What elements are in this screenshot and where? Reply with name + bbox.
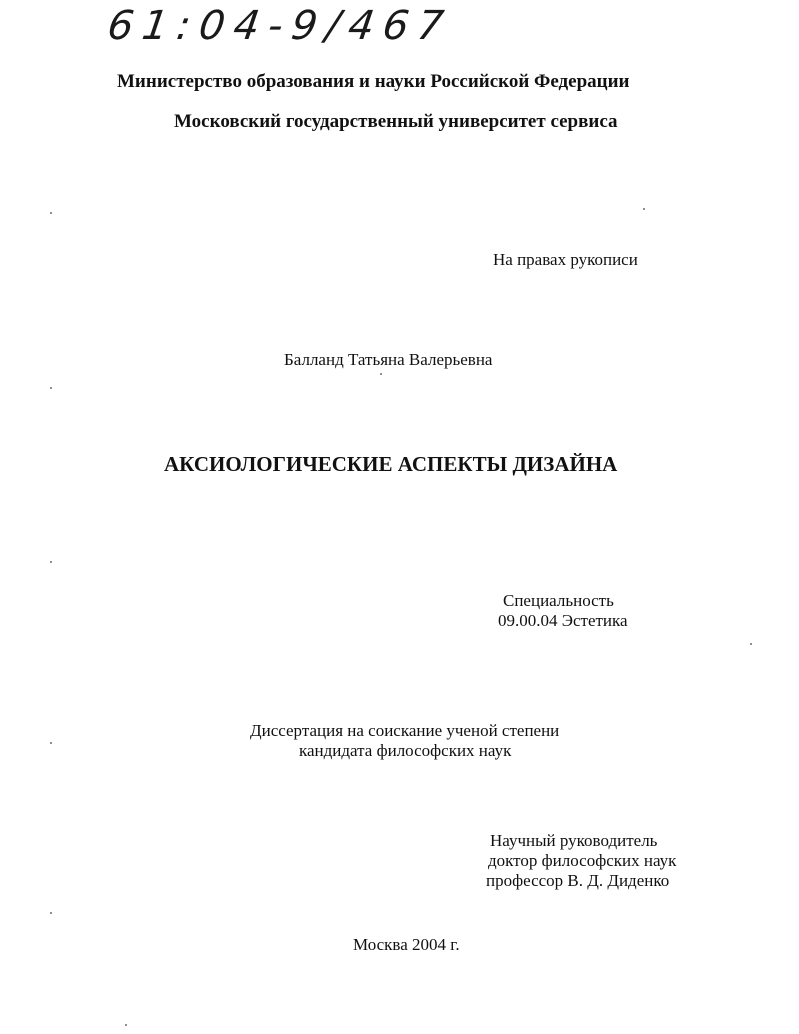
scan-speck — [50, 742, 52, 744]
degree-line-1: Диссертация на соискание ученой степени — [250, 721, 560, 740]
advisor-name: профессор В. Д. Диденко — [486, 871, 670, 890]
university-heading: Московский государственный университет сервиса — [174, 111, 618, 132]
manuscript-rights-note: На правах рукописи — [493, 250, 638, 269]
scan-speck — [50, 912, 52, 914]
advisor-label: Научный руководитель — [490, 831, 658, 850]
scan-speck — [643, 208, 645, 210]
handwritten-catalog-number: 61:04-9/467 — [104, 3, 456, 49]
dissertation-title: АКСИОЛОГИЧЕСКИЕ АСПЕКТЫ ДИЗАЙНА — [164, 452, 618, 476]
scan-speck — [750, 643, 752, 645]
ministry-heading: Министерство образования и науки Российской Федерации — [117, 71, 630, 92]
scan-speck — [125, 1024, 127, 1026]
place-and-year: Москва 2004 г. — [353, 935, 460, 954]
specialty-label: Специальность — [503, 591, 614, 610]
degree-line-2: кандидата философских наук — [299, 741, 512, 760]
scan-speck — [50, 561, 52, 563]
scan-speck — [380, 373, 382, 375]
specialty-value: 09.00.04 Эстетика — [498, 611, 628, 630]
advisor-degree: доктор философских наук — [488, 851, 677, 870]
scan-speck — [50, 387, 52, 389]
author-name: Балланд Татьяна Валерьевна — [284, 350, 493, 369]
scan-speck — [50, 212, 52, 214]
